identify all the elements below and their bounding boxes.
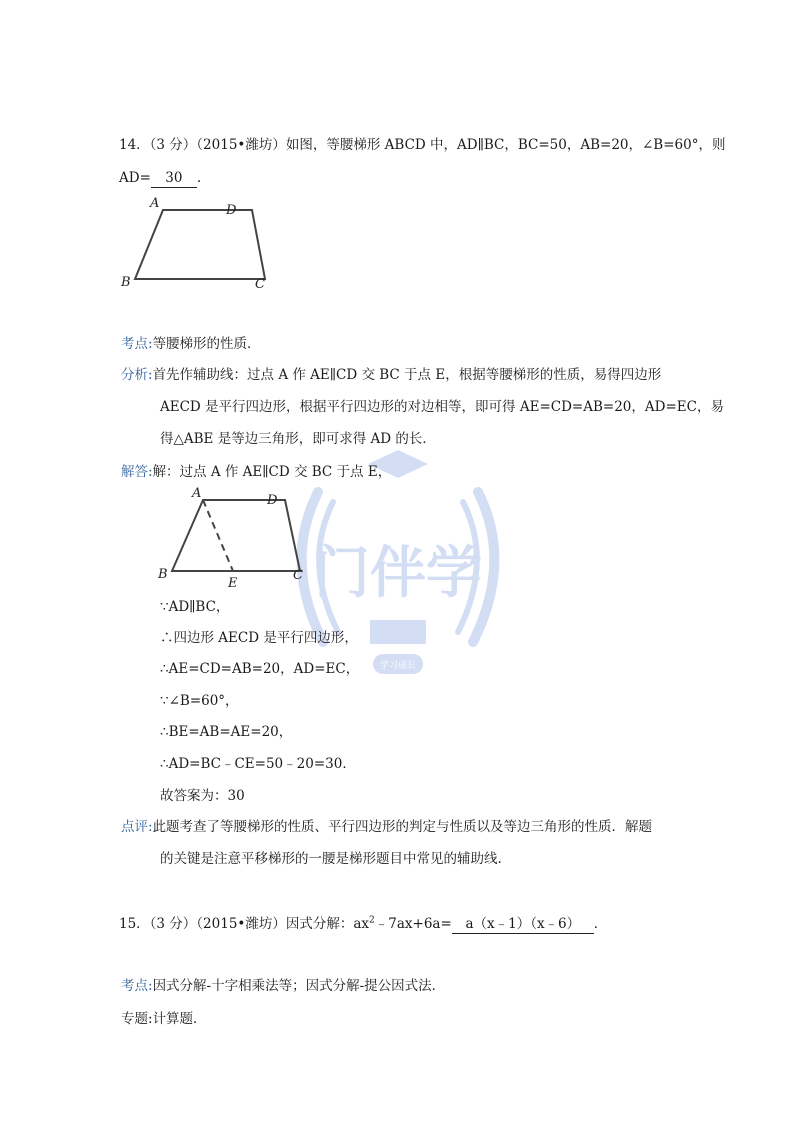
dianping-line-1: 此题考查了等腰梯形的性质、平行四边形的判定与性质以及等边三角形的性质．解题 [152, 819, 653, 835]
q14-answer-suffix: . [196, 170, 202, 186]
step-6: ∴AD=BC﹣CE=50﹣20=30． [160, 756, 356, 772]
q14-answer-prefix: AD= [119, 170, 151, 186]
q14-dianping [121, 818, 652, 836]
q15-exponent: 2 [369, 915, 375, 926]
fenxi-line-2: AECD 是平行四边形，根据平行四边形的对边相等，即可得 AE=CD=AB=20，AD=EC，易 [160, 399, 724, 415]
q15-zhuanti-label: 专题: [121, 1011, 153, 1027]
step-4: ∵∠B=60°， [160, 693, 239, 709]
kaodian-label: 考点: [121, 336, 153, 352]
trapezoid-figure-1 [115, 192, 275, 292]
q15-header-prefix: 15．（3 分）（2015•潍坊）因式分解：ax [119, 916, 370, 932]
fenxi-line-3: 得△ABE 是等边三角形，即可求得 AD 的长． [160, 431, 436, 447]
q15-header [119, 915, 607, 934]
watermark-text: 门伴学 [314, 540, 482, 606]
fig2-label-c: C [293, 568, 303, 583]
trapezoid-aecd-with-aux [172, 500, 300, 571]
fenxi-label: 分析: [121, 367, 153, 383]
q15-kaodian-text: 因式分解-十字相乘法等；因式分解-提公因式法． [152, 978, 446, 994]
fenxi-line-1: 首先作辅助线：过点 A 作 AE∥CD 交 BC 于点 E，根据等腰梯形的性质，易得四边形 [152, 367, 662, 383]
q14-answer: 30 [151, 169, 197, 188]
fig1-label-a: A [150, 196, 160, 211]
step-5: ∴BE=AB=AE=20， [160, 724, 293, 740]
fig1-label-d: D [226, 203, 237, 218]
kaodian-text: 等腰梯形的性质． [152, 336, 261, 352]
step-7-final-answer: 故答案为：30 [160, 788, 245, 804]
fig2-label-a: A [192, 486, 202, 501]
q14-answer-line [119, 169, 201, 188]
jieda-label: 解答: [121, 464, 153, 480]
q14-header: 14．（3 分）（2015•潍坊）如图，等腰梯形 ABCD 中，AD∥BC，BC=50，AB=20，∠B=60°，则 [119, 137, 726, 153]
q14-kaodian [121, 335, 261, 353]
q15-zhuanti [121, 1010, 207, 1028]
q15-kaodian-label: 考点: [121, 978, 153, 994]
trapezoid-abcd [135, 210, 265, 279]
jieda-first-line: 解：过点 A 作 AE∥CD 交 BC 于点 E， [152, 464, 392, 480]
fig2-label-e: E [228, 576, 238, 588]
fig2-label-b: B [158, 567, 168, 582]
fig2-label-d: D [267, 493, 278, 508]
q15-kaodian [121, 977, 445, 995]
step-2: ∴四边形 AECD 是平行四边形， [160, 630, 358, 646]
q15-header-suffix: ﹣7ax+6a= [374, 916, 452, 932]
dianping-line-2: 的关键是注意平移梯形的一腰是梯形题目中常见的辅助线. [160, 851, 502, 867]
fig1-label-b: B [121, 275, 131, 290]
auxiliary-line-ae [203, 500, 233, 571]
q15-answer-suffix: ． [593, 916, 608, 932]
step-1: ∵AD∥BC， [160, 599, 230, 615]
q15-zhuanti-text: 计算题． [152, 1011, 207, 1027]
q15-answer: a（x﹣1）（x﹣6） [452, 915, 594, 934]
q14-fenxi-label-line [121, 366, 661, 384]
q14-jieda [121, 463, 391, 481]
fig1-label-c: C [255, 277, 265, 292]
dianping-label: 点评: [121, 819, 153, 835]
step-3: ∴AE=CD=AB=20，AD=EC， [160, 661, 360, 677]
trapezoid-figure-2 [150, 483, 320, 588]
watermark-small-text: 学习成长 [379, 661, 417, 671]
